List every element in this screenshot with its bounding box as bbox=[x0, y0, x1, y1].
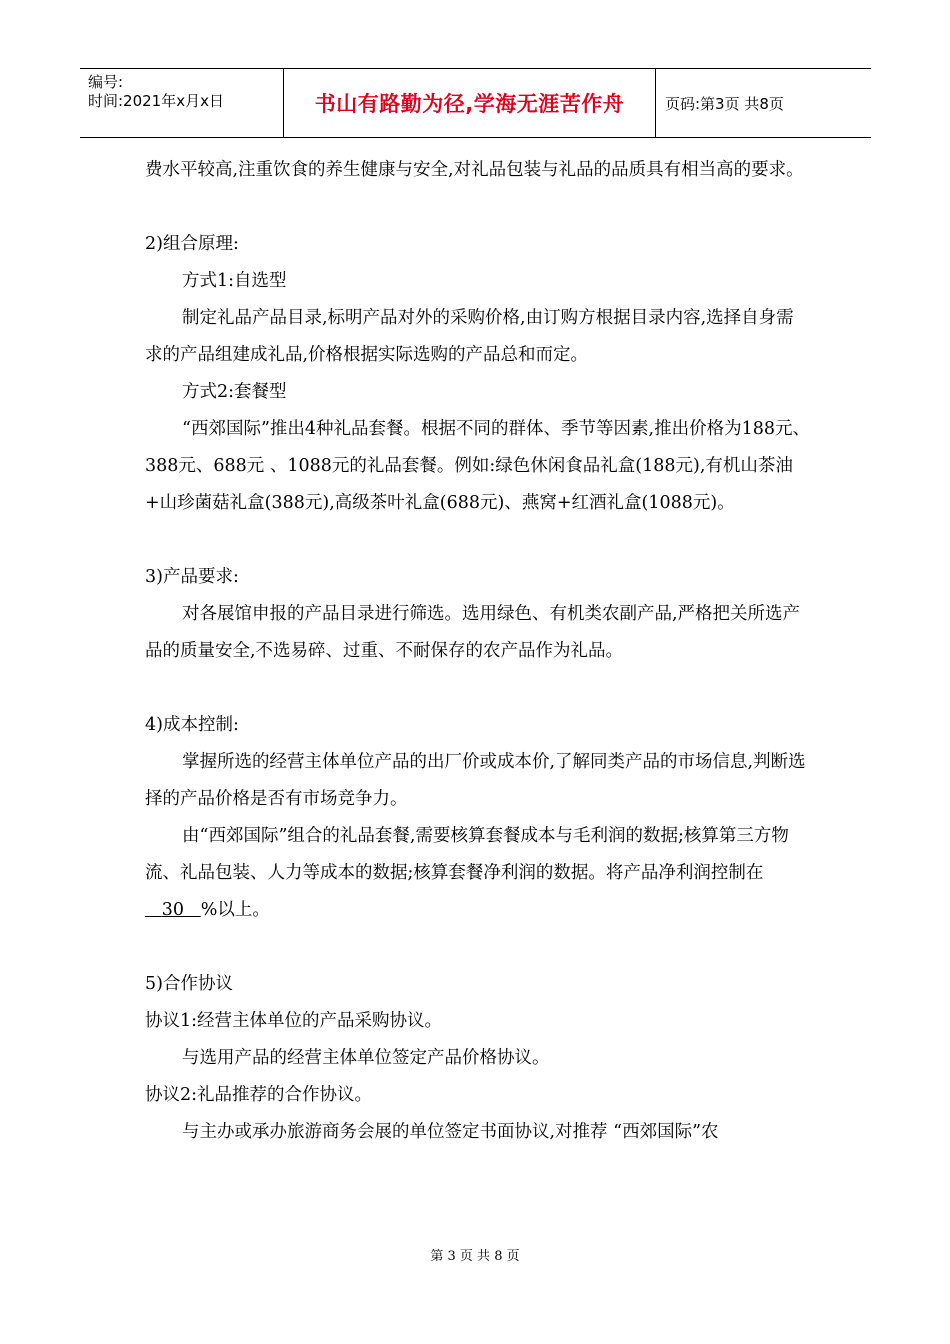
agreement-2-text: 与主办或承办旅游商务会展的单位签定书面协议,对推荐 “西郊国际”农 bbox=[182, 1122, 719, 1142]
header-page-info-cell bbox=[656, 69, 871, 137]
profit-margin-value bbox=[145, 900, 201, 920]
product-requirements-text: 对各展馆申报的产品目录进行筛选。选用绿色、有机类农副产品,严格把关所选产品的质量安全,不选易碎、过重、不耐保存的农产品作为礼品。 bbox=[145, 604, 801, 661]
section-heading-cost-control: 4)成本控制: bbox=[145, 715, 239, 735]
agreement-1-text: 与选用产品的经营主体单位签定产品价格协议。 bbox=[182, 1048, 550, 1068]
spacer bbox=[145, 929, 811, 966]
document-body bbox=[145, 152, 811, 1151]
motto: 书山有路勤为径,学海无涯苦作舟 bbox=[314, 92, 625, 116]
cost-control-text-2-end: %以上。 bbox=[200, 900, 270, 920]
date-label: 时间:2021年x月x日 bbox=[88, 92, 224, 110]
serial-label: 编号: bbox=[88, 73, 124, 91]
header-meta bbox=[80, 69, 283, 137]
section-heading-product-requirements: 3)产品要求: bbox=[145, 567, 239, 587]
cost-control-text-1: 掌握所选的经营主体单位产品的出厂价或成本价,了解同类产品的市场信息,判断选择的产品价格是否有市场竞争力。 bbox=[145, 752, 806, 809]
profit-margin-number: 30 bbox=[161, 900, 184, 920]
mode-2-title: 方式2:套餐型 bbox=[182, 382, 287, 402]
section-heading-cooperation: 5)合作协议 bbox=[145, 974, 233, 994]
page-header bbox=[80, 68, 871, 138]
cost-control-text-2-start: 由“西郊国际”组合的礼品套餐,需要核算套餐成本与毛利润的数据;核算第三方物流、礼品包装、人力等成本的数据;核算套餐净利润的数据。将产品净利润控制在 bbox=[145, 826, 789, 883]
mode-2-text: “西郊国际”推出4种礼品套餐。根据不同的群体、季节等因素,推出价格为188元、388元、688元 、1088元的礼品套餐。例如:绿色休闲食品礼盒(188元),有机山茶油+山珍菌菇礼盒(388元),高级茶叶礼盒(688元)、燕窝+红酒礼盒(1088元)。 bbox=[145, 419, 810, 513]
section-heading-combination: 2)组合原理: bbox=[145, 234, 239, 254]
page-footer bbox=[0, 1245, 950, 1264]
spacer bbox=[145, 522, 811, 559]
page-info: 页码:第3页 共8页 bbox=[665, 94, 784, 113]
footer-page-number: 第 3 页 共 8 页 bbox=[430, 1249, 520, 1264]
paragraph-consumption: 费水平较高,注重饮食的养生健康与安全,对礼品包装与礼品的品质具有相当高的要求。 bbox=[145, 160, 804, 180]
header-motto-cell bbox=[283, 69, 656, 137]
spacer bbox=[145, 189, 811, 226]
spacer bbox=[145, 670, 811, 707]
agreement-2-title: 协议2:礼品推荐的合作协议。 bbox=[145, 1085, 373, 1105]
mode-1-title: 方式1:自选型 bbox=[182, 271, 287, 291]
mode-1-text: 制定礼品产品目录,标明产品对外的采购价格,由订购方根据目录内容,选择自身需求的产品组建成礼品,价格根据实际选购的产品总和而定。 bbox=[145, 308, 794, 365]
agreement-1-title: 协议1:经营主体单位的产品采购协议。 bbox=[145, 1011, 443, 1031]
cost-control-text-2 bbox=[145, 818, 811, 929]
